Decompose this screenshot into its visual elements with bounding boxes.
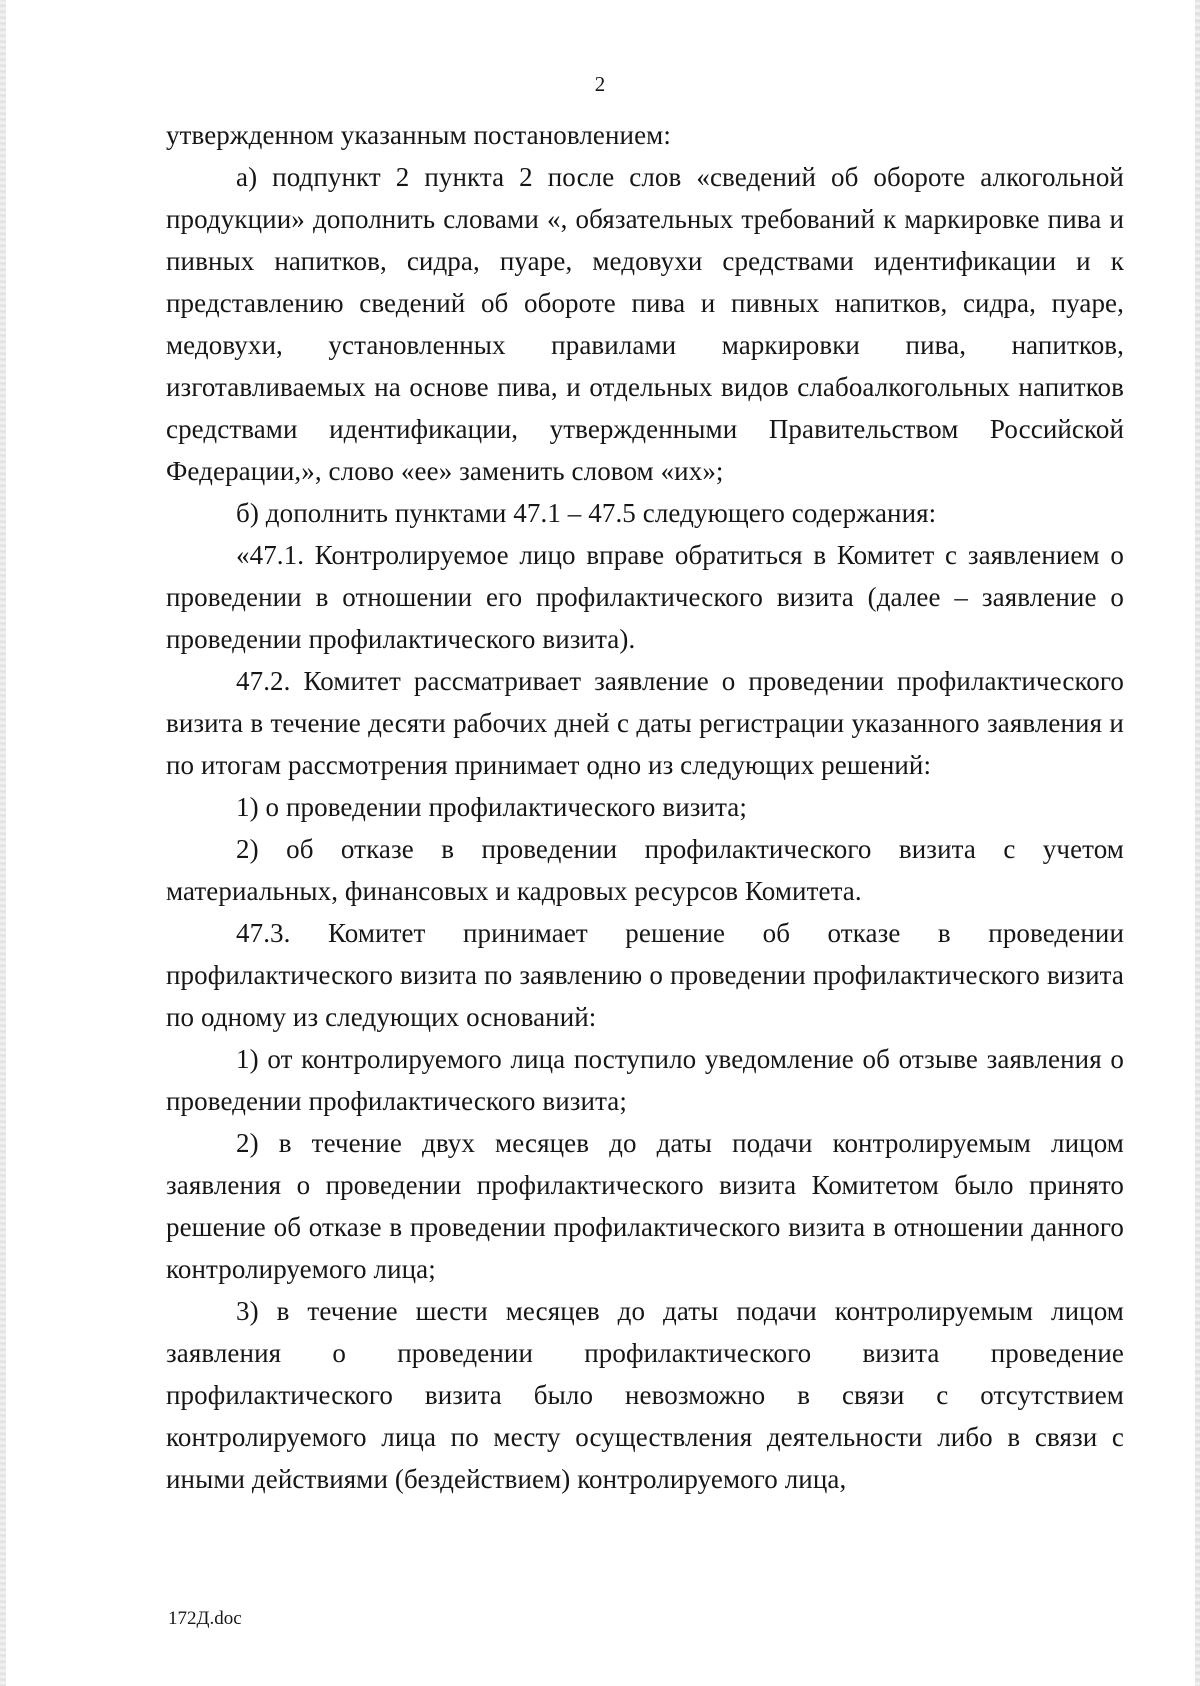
paragraph-47-3-item-1: 1) от контролируемого лица поступило уведомление об отзыве заявления о проведении профилактического визита;: [166, 1044, 1124, 1116]
page-number: 2: [594, 72, 606, 96]
footer-filename: 172Д.doc: [168, 1608, 242, 1629]
paragraph-a: а) подпункт 2 пункта 2 после слов «сведений об обороте алкогольной продукции» дополнить словами «, обязательных требований к маркировке пива и пивных напитков, сидра, пуаре, медовухи средствами идентификации и к представлению сведений об обороте пива и пивных напитков, сидра, пуаре, медовухи, установленных правилами маркировки пива, напитков, изготавливаемых на основе пива, и отдельных видов слабоалкогольных напитков средствами идентификации, утвержденными Правительством Российской Федерации,», слово «ее» заменить словом «их»;: [166, 162, 1124, 486]
paragraph-47-3-item-2: 2) в течение двух месяцев до даты подачи контролируемым лицом заявления о проведении профилактического визита Комитетом было принято решение об отказе в проведении профилактического визита в отношении данного контролируемого лица;: [166, 1128, 1124, 1284]
paragraph-47-2-item-1: 1) о проведении профилактического визита;: [236, 792, 747, 822]
document-body: [166, 114, 1124, 1500]
paragraph-47-2-item-2: 2) об отказе в проведении профилактического визита с учетом материальных, финансовых и кадровых ресурсов Комитета.: [166, 834, 1124, 906]
scan-edge-right: [1195, 0, 1200, 1686]
paragraph-intro: утвержденном указанным постановлением:: [166, 120, 671, 150]
paragraph-47-2: 47.2. Комитет рассматривает заявление о проведении профилактического визита в течение десяти рабочих дней с даты регистрации указанного заявления и по итогам рассмотрения принимает одно из следующих решений:: [166, 666, 1124, 780]
paragraph-b: б) дополнить пунктами 47.1 – 47.5 следующего содержания:: [236, 498, 937, 528]
paragraph-47-3: 47.3. Комитет принимает решение об отказе в проведении профилактического визита по заявлению о проведении профилактического визита по одному из следующих оснований:: [166, 918, 1124, 1032]
scan-edge-left: [0, 0, 6, 1686]
paragraph-47-1: «47.1. Контролируемое лицо вправе обратиться в Комитет с заявлением о проведении в отношении его профилактического визита (далее – заявление о проведении профилактического визита).: [166, 540, 1124, 654]
paragraph-47-3-item-3: 3) в течение шести месяцев до даты подачи контролируемым лицом заявления о проведении профилактического визита проведение профилактического визита было невозможно в связи с отсутствием контролируемого лица по месту осуществления деятельности либо в связи с иными действиями (бездействием) контролируемого лица,: [166, 1296, 1124, 1494]
